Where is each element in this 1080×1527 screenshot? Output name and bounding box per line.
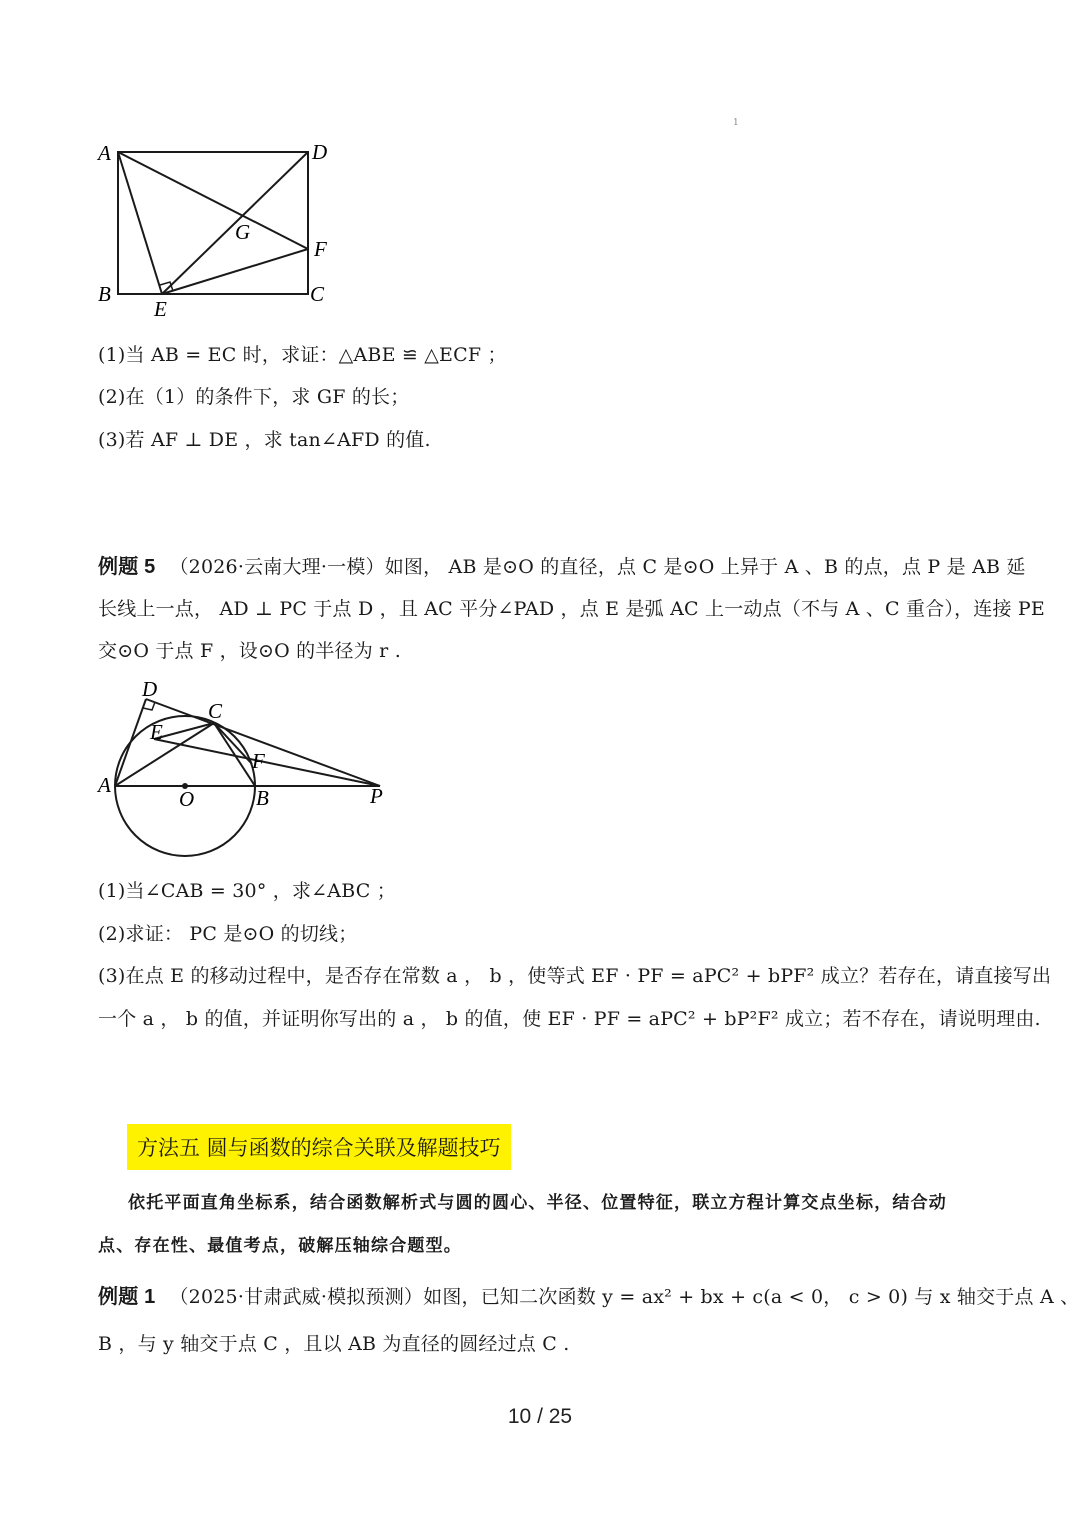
example-5-line-1 — [98, 550, 1026, 579]
circle-figure — [90, 672, 410, 872]
label-c: C — [310, 282, 325, 306]
label-d: D — [312, 140, 328, 164]
example-5-text-1: （2026·云南大理·一模）如图， AB 是⊙O 的直径，点 C 是⊙O 上异于 A 、B 的点，点 P 是 AB 延 — [169, 556, 1026, 578]
segment-af — [118, 152, 308, 249]
segment-ep — [154, 739, 380, 786]
label-g: G — [235, 220, 251, 244]
label-a: A — [98, 773, 111, 797]
label-b: B — [256, 786, 269, 810]
question-1: (1)当 AB = EC 时，求证：△ABE ≌ △ECF ； — [98, 344, 507, 366]
page-number: 10 / 25 — [507, 1405, 573, 1428]
label-p: P — [370, 784, 383, 808]
segment-ec — [154, 723, 214, 739]
example-5-line-2: 长线上一点， AD ⊥ PC 于点 D ，且 AC 平分∠PAD ，点 E 是弧 AC 上一动点（不与 A 、C 重合），连接 PE — [98, 598, 1045, 620]
label-f: F — [252, 749, 265, 773]
rectangle-figure — [90, 135, 350, 325]
method-5-description-1: 依托平面直角坐标系，结合函数解析式与圆的圆心、半径、位置特征，联立方程计算交点坐标，结合动 — [128, 1193, 947, 1213]
label-e: E — [154, 297, 167, 321]
segment-ac — [115, 723, 214, 786]
label-o: O — [179, 787, 195, 811]
segment-cf — [214, 723, 252, 764]
example-5-label: 例题 5 — [98, 556, 156, 578]
example-5-question-3a: (3)在点 E 的移动过程中，是否存在常数 a ， b ，使等式 EF · PF = aPC² + bPF² 成立？若存在，请直接写出 — [98, 965, 1052, 987]
label-f: F — [314, 237, 327, 261]
example-1-label: 例题 1 — [98, 1286, 156, 1308]
example-1-text-1: （2025·甘肃武威·模拟预测）如图，已知二次函数 y = ax² + bx + c(a < 0， c > 0) 与 x 轴交于点 A 、 — [169, 1286, 1080, 1308]
margin-mark: 1 — [733, 118, 739, 128]
example-5-question-2: (2)求证： PC 是⊙O 的切线； — [98, 923, 358, 945]
example-5-question-1: (1)当∠CAB = 30° ，求∠ABC ； — [98, 880, 396, 902]
question-2: (2)在（1）的条件下，求 GF 的长； — [98, 386, 410, 408]
label-c: C — [208, 699, 223, 723]
label-a: A — [98, 141, 111, 165]
label-e: E — [150, 720, 163, 744]
method-5-description-2: 点、存在性、最值考点，破解压轴综合题型。 — [98, 1236, 462, 1256]
method-5-title: 方法五 圆与函数的综合关联及解题技巧 — [127, 1124, 511, 1170]
segment-ae — [118, 152, 162, 294]
segment-ad — [115, 699, 146, 786]
example-5-question-3b: 一个 a ， b 的值，并证明你写出的 a ， b 的值，使 EF · PF = aPC² + bP²F² 成立；若不存在，请说明理由. — [98, 1008, 1041, 1030]
example-5-line-3: 交⊙O 于点 F ，设⊙O 的半径为 r . — [98, 640, 401, 662]
example-1-line-1 — [98, 1280, 1079, 1309]
question-3: (3)若 AF ⊥ DE ，求 tan∠AFD 的值. — [98, 429, 431, 451]
example-1-line-2: B ，与 y 轴交于点 C ，且以 AB 为直径的圆经过点 C . — [98, 1333, 570, 1355]
label-b: B — [98, 282, 111, 306]
label-d: D — [142, 677, 158, 701]
rectangle-abcd — [118, 152, 308, 294]
